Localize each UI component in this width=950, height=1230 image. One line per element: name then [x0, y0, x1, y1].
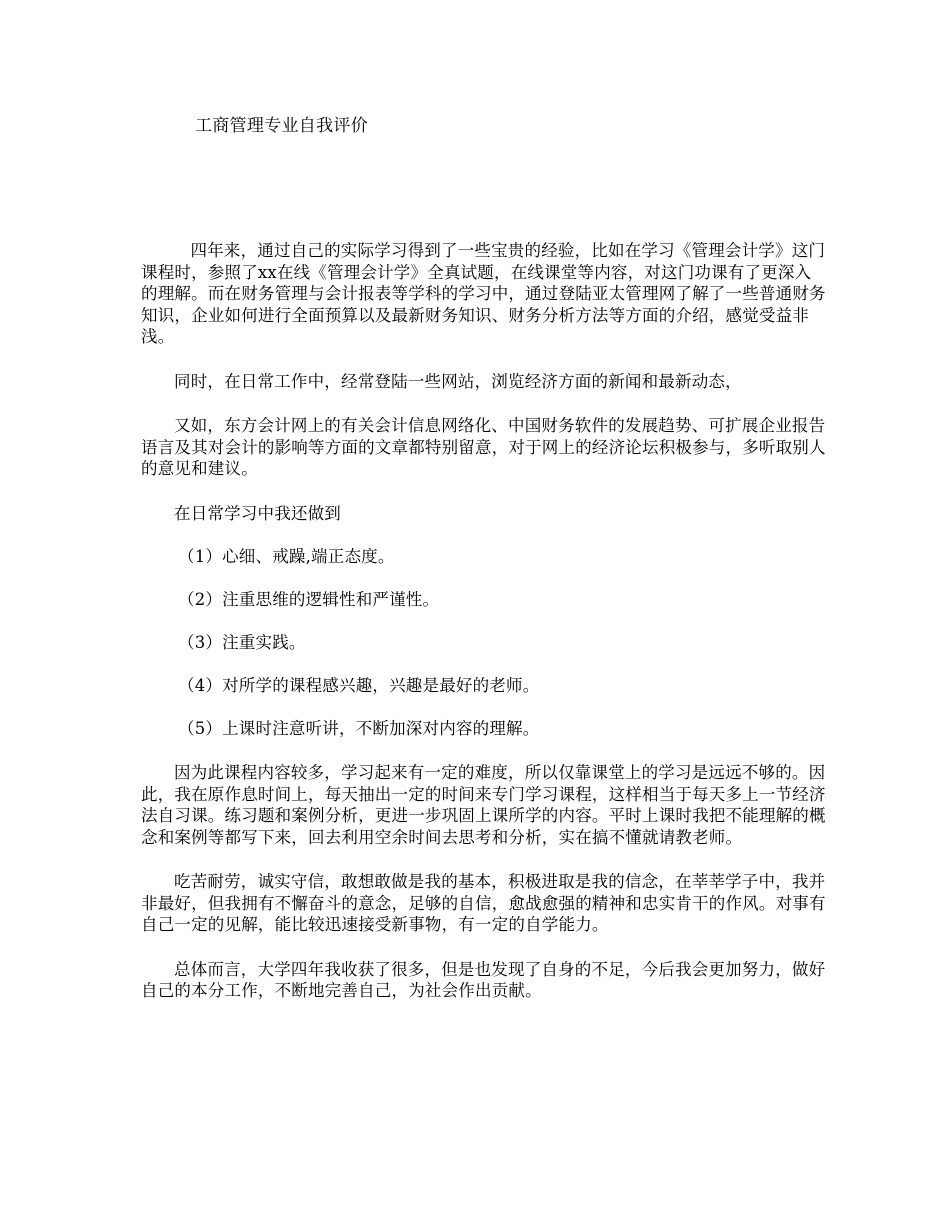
list-item: （2）注重思维的逻辑性和严谨性。 [178, 589, 440, 609]
list-item: （4）对所学的课程感兴趣，兴趣是最好的老师。 [178, 675, 540, 695]
paragraph-accounting-network: 又如，东方会计网上的有关会计信息网络化、中国财务软件的发展趋势、可扩展企业报告语言及其对会计的影响等方面的文章都特别留意，对于网上的经济论坛积极参与，多听取别人的意见和建议。 [141, 416, 826, 478]
paragraph-course-study: 因为此课程内容较多，学习起来有一定的难度，所以仅靠课堂上的学习是远远不够的。因此，我在原作息时间上，每天抽出一定的时间来专门学习课程，这样相当于每天多上一节经济法自习课。练习题和案例分析，更进一步巩固上课所学的内容。平时上课时我把不能理解的概念和案例等都写下来，回去利用空余时间去思考和分析，实在搞不懂就请教老师。 [141, 763, 826, 847]
document-title: 工商管理专业自我评价 [195, 116, 368, 136]
list-item: （5）上课时注意听讲，不断加深对内容的理解。 [178, 718, 540, 738]
document-body [141, 240, 827, 1002]
paragraph-daily-study-intro: 在日常学习中我还做到 [174, 503, 341, 523]
list-item: （1）心细、戒躁,端正态度。 [178, 546, 395, 566]
paragraph-daily-work: 同时，在日常工作中，经常登陆一些网站，浏览经济方面的新闻和最新动态， [174, 371, 742, 391]
list-item: （3）注重实践。 [178, 632, 306, 652]
paragraph-personal-qualities: 吃苦耐劳，诚实守信，敢想敢做是我的基本，积极进取是我的信念，在莘莘学子中，我并非最好，但我拥有不懈奋斗的意念，足够的自信，愈战愈强的精神和忠实肯干的作风。对事有自己一定的见解，能比较迅速接受新事物，有一定的自学能力。 [141, 872, 826, 934]
paragraph-summary: 总体而言，大学四年我收获了很多，但是也发现了自身的不足，今后我会更加努力，做好自己的本分工作，不断地完善自己，为社会作出贡献。 [141, 959, 826, 1000]
paragraph-study-experience: 四年来，通过自己的实际学习得到了一些宝贵的经验，比如在学习《管理会计学》这门课程时，参照了xx在线《管理会计学》全真试题，在线课堂等内容，对这门功课有了更深入的理解。而在财务管理与会计报表等学科的学习中，通过登陆亚太管理网了解了一些普通财务知识，企业如何进行全面预算以及最新财务知识、财务分析方法等方面的介绍，感觉受益非浅。 [141, 241, 826, 346]
